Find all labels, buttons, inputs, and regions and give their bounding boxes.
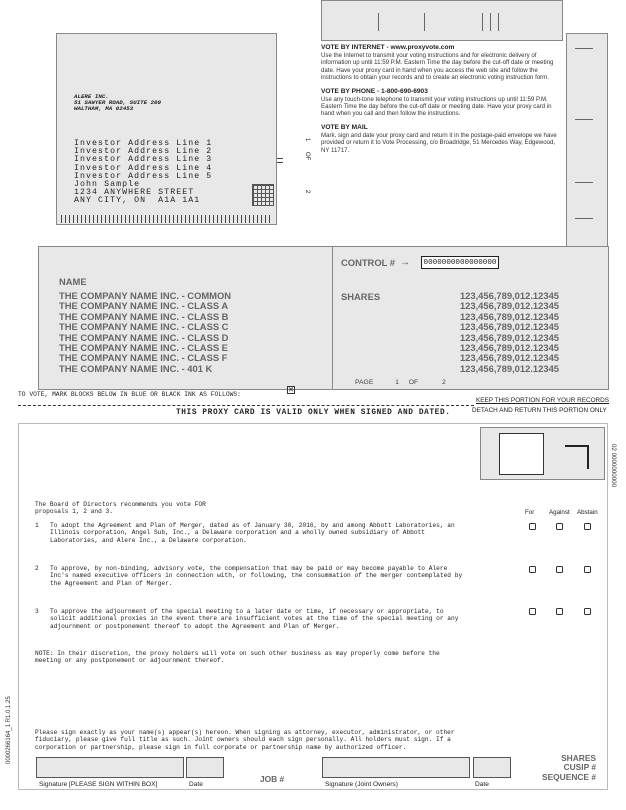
mailing-address-panel	[56, 33, 277, 225]
proposal-3-abstain-checkbox[interactable]	[584, 608, 591, 615]
postal-grid	[252, 184, 274, 206]
sender-city: WALTHAM, MA 02453	[74, 105, 134, 113]
keep-portion-label: KEEP THIS PORTION FOR YOUR RECORDS	[476, 397, 610, 404]
holding-name: THE COMPANY NAME INC. - COMMON	[59, 290, 232, 301]
holding-name: THE COMPANY NAME INC. - CLASS C	[59, 321, 229, 333]
job-number-label: JOB #	[260, 774, 285, 784]
proposal-1-number: 1	[35, 522, 39, 529]
col-for: For	[525, 509, 535, 516]
name-header: NAME	[59, 276, 87, 287]
cusip-tag: CUSIP #	[563, 762, 596, 773]
recommend-line-1: The Board of Directors recommends you vote FOR	[35, 501, 206, 508]
control-number: 0000000000000000	[421, 256, 499, 269]
proposal-3-against-checkbox[interactable]	[556, 608, 563, 615]
mark-instruction: TO VOTE, MARK BLOCKS BELOW IN BLUE OR BLACK INK AS FOLLOWS:	[18, 391, 241, 398]
page-of: OF	[408, 379, 419, 386]
proposal-2-number: 2	[35, 565, 39, 572]
proposal-1-abstain-checkbox[interactable]	[584, 523, 591, 530]
vote-internet-heading: VOTE BY INTERNET - www.proxyvote.com	[321, 44, 455, 51]
date-label: Date	[189, 781, 203, 788]
barcode-ruler	[61, 215, 273, 223]
signature-box[interactable]	[36, 757, 184, 778]
proposal-3-text: To approve the adjournment of the special meeting to a later date or time, if necessary or appropriate, to solicit additional proxies in the event there are insufficient votes at the time of the special meeting or any adjournment or postponement thereof to adopt the Agreement and Plan of Merger.	[50, 608, 459, 630]
holding-shares-value: 123,456,789,012.12345	[459, 352, 559, 364]
proposal-3-for-checkbox[interactable]	[529, 608, 536, 615]
corner-mark	[565, 445, 589, 469]
joint-signature-box[interactable]	[322, 757, 470, 778]
page-indicator	[355, 379, 446, 386]
proposal-1-against-checkbox[interactable]	[556, 523, 563, 530]
investor-address	[74, 140, 212, 206]
vote-internet-text: Use the Internet to transmit your voting instructions and for electronic delivery of information up until 11:59 P.M. Eastern Time the day before the cut-off date or meeting date. Have your proxy card in hand when you access the web site and follow the instructions to obtain your records and to create an electronic voting instruction form.	[321, 52, 554, 82]
holding-shares-value: 123,456,789,012.12345	[459, 321, 559, 333]
scan-box	[480, 427, 605, 480]
holding-shares-value: 123,456,789,012.12345	[459, 342, 559, 354]
proposal-2-text: To approve, by non-binding, advisory vote, the compensation that may be paid or may become payable to Alere Inc's named executive officers in connection with, or following, the consummation of the merger contemplated by the Agreement and Plan of Merger.	[50, 565, 463, 587]
holding-shares-value: 123,456,789,012.12345	[459, 362, 559, 374]
page-mark-1: 1	[304, 138, 310, 142]
page-number: 1	[395, 379, 399, 386]
control-label: CONTROL #	[341, 257, 395, 268]
detach-portion-label: DETACH AND RETURN THIS PORTION ONLY	[472, 407, 607, 414]
discretion-note: NOTE: In their discretion, the proxy holders will vote on such other business as may properly come before the meeting or any postponement or adjournment thereof.	[35, 650, 440, 665]
vote-instructions	[321, 44, 565, 154]
ballot-side-code: 02 0000000000	[610, 444, 617, 488]
col-abstain: Abstain	[577, 509, 598, 516]
page-mark-2: 2	[304, 190, 310, 194]
right-margin-strip	[566, 33, 608, 251]
holding-name: THE COMPANY NAME INC. - 401 K	[59, 362, 213, 374]
holding-name: THE COMPANY NAME INC. - CLASS F	[59, 352, 228, 364]
fold-mark	[277, 158, 283, 159]
holding-name: THE COMPANY NAME INC. - CLASS A	[59, 300, 229, 312]
joint-date-box[interactable]	[473, 757, 511, 778]
col-against: Against	[549, 509, 570, 516]
investor-line: 1234 ANYWHERE STREET	[74, 188, 195, 198]
joint-signature-label: Signature (Joint Owners)	[325, 781, 398, 788]
date-box[interactable]	[186, 757, 224, 778]
holding-shares-value: 123,456,789,012.12345	[459, 300, 559, 312]
investor-line: ANY CITY, ON A1A 1A1	[74, 196, 201, 206]
page-mark-of: OF	[304, 152, 310, 161]
shares-cusip-sequence	[524, 754, 596, 782]
holding-shares-value: 123,456,789,012.12345	[459, 310, 559, 322]
holding-name: THE COMPANY NAME INC. - CLASS D	[59, 331, 229, 343]
investor-line: John Sample	[74, 180, 141, 190]
ballot-panel	[6, 423, 617, 790]
holding-shares	[419, 291, 559, 374]
holding-shares-value: 123,456,789,012.12345	[459, 290, 559, 301]
proposal-1-text: To adopt the Agreement and Plan of Merger, dated as of January 30, 2016, by and among Abbott Laboratories, an Illinois corporation, Angel Sub, Inc., a Delaware corporation and a wholly owned subsidiary of Abbott Laboratories, and Alere Inc., a Delaware corporation.	[50, 522, 455, 544]
vote-mail-text: Mark, sign and date your proxy card and return it in the postage-paid envelope we have provided or return it to Vote Processing, c/o Broadridge, 51 Mercedes Way, Edgewood, NY 11717.	[321, 131, 557, 154]
holding-name: THE COMPANY NAME INC. - CLASS B	[59, 310, 229, 322]
sender-name: ALERE INC.	[74, 93, 109, 100]
detach-line	[18, 405, 474, 406]
signature-label: Signature [PLEASE SIGN WITHIN BOX]	[39, 781, 158, 788]
control-arrow-icon: →	[400, 257, 410, 268]
validity-notice: THIS PROXY CARD IS VALID ONLY WHEN SIGNED AND DATED.	[176, 409, 451, 417]
board-recommendation	[35, 501, 206, 516]
vote-phone-heading: VOTE BY PHONE - 1-800-690-6903	[321, 87, 428, 95]
vote-mail-heading: VOTE BY MAIL	[321, 123, 368, 131]
sequence-tag: SEQUENCE #	[542, 771, 596, 782]
holding-names	[59, 291, 231, 374]
investor-line: Investor Address Line 3	[74, 155, 213, 165]
proposal-3-number: 3	[35, 608, 39, 615]
investor-line: Investor Address Line 1	[74, 139, 213, 148]
form-code: 0000266164_1 R1.0.1.25	[6, 696, 12, 764]
investor-line: Investor Address Line 2	[74, 147, 213, 157]
holding-name: THE COMPANY NAME INC. - CLASS E	[59, 342, 228, 354]
investor-line: Investor Address Line 4	[74, 163, 213, 173]
holding-shares-value: 123,456,789,012.12345	[459, 331, 559, 343]
shares-label: SHARES	[341, 291, 381, 302]
proposal-2-for-checkbox[interactable]	[529, 566, 536, 573]
page-label: PAGE	[355, 379, 374, 386]
investor-line: Investor Address Line 5	[74, 171, 213, 181]
proposal-2-against-checkbox[interactable]	[556, 566, 563, 573]
top-barcode-strip	[321, 0, 563, 41]
sender-street: 51 SAWYER ROAD, SUITE 200	[74, 99, 161, 107]
recommend-line-2: proposals 1, 2 and 3.	[35, 508, 113, 516]
signing-instructions: Please sign exactly as your name(s) appear(s) hereon. When signing as attorney, executor, administrator, or other fiduciary, please give full title as such. Joint owners should each sign personally. All holders must sign. If a corporation or partnership, please sign in full corporate or partnership name by authorized officer.	[35, 729, 455, 751]
proposal-2-abstain-checkbox[interactable]	[584, 566, 591, 573]
vote-phone-text: Use any touch-tone telephone to transmit your voting instructions up until 11:59 P.M. Eastern Time the day before the cut-off date or meeting date. Have your proxy card in hand when you call and then follow the instructions.	[321, 95, 552, 118]
joint-date-label: Date	[475, 781, 489, 788]
mark-example-icon: ✕	[288, 387, 294, 394]
shares-tag: SHARES	[561, 753, 596, 763]
holdings-panel	[38, 246, 609, 390]
fold-mark	[277, 162, 283, 163]
sender-address	[74, 94, 161, 113]
proposal-1-for-checkbox[interactable]	[529, 523, 536, 530]
page-total: 2	[441, 379, 446, 386]
